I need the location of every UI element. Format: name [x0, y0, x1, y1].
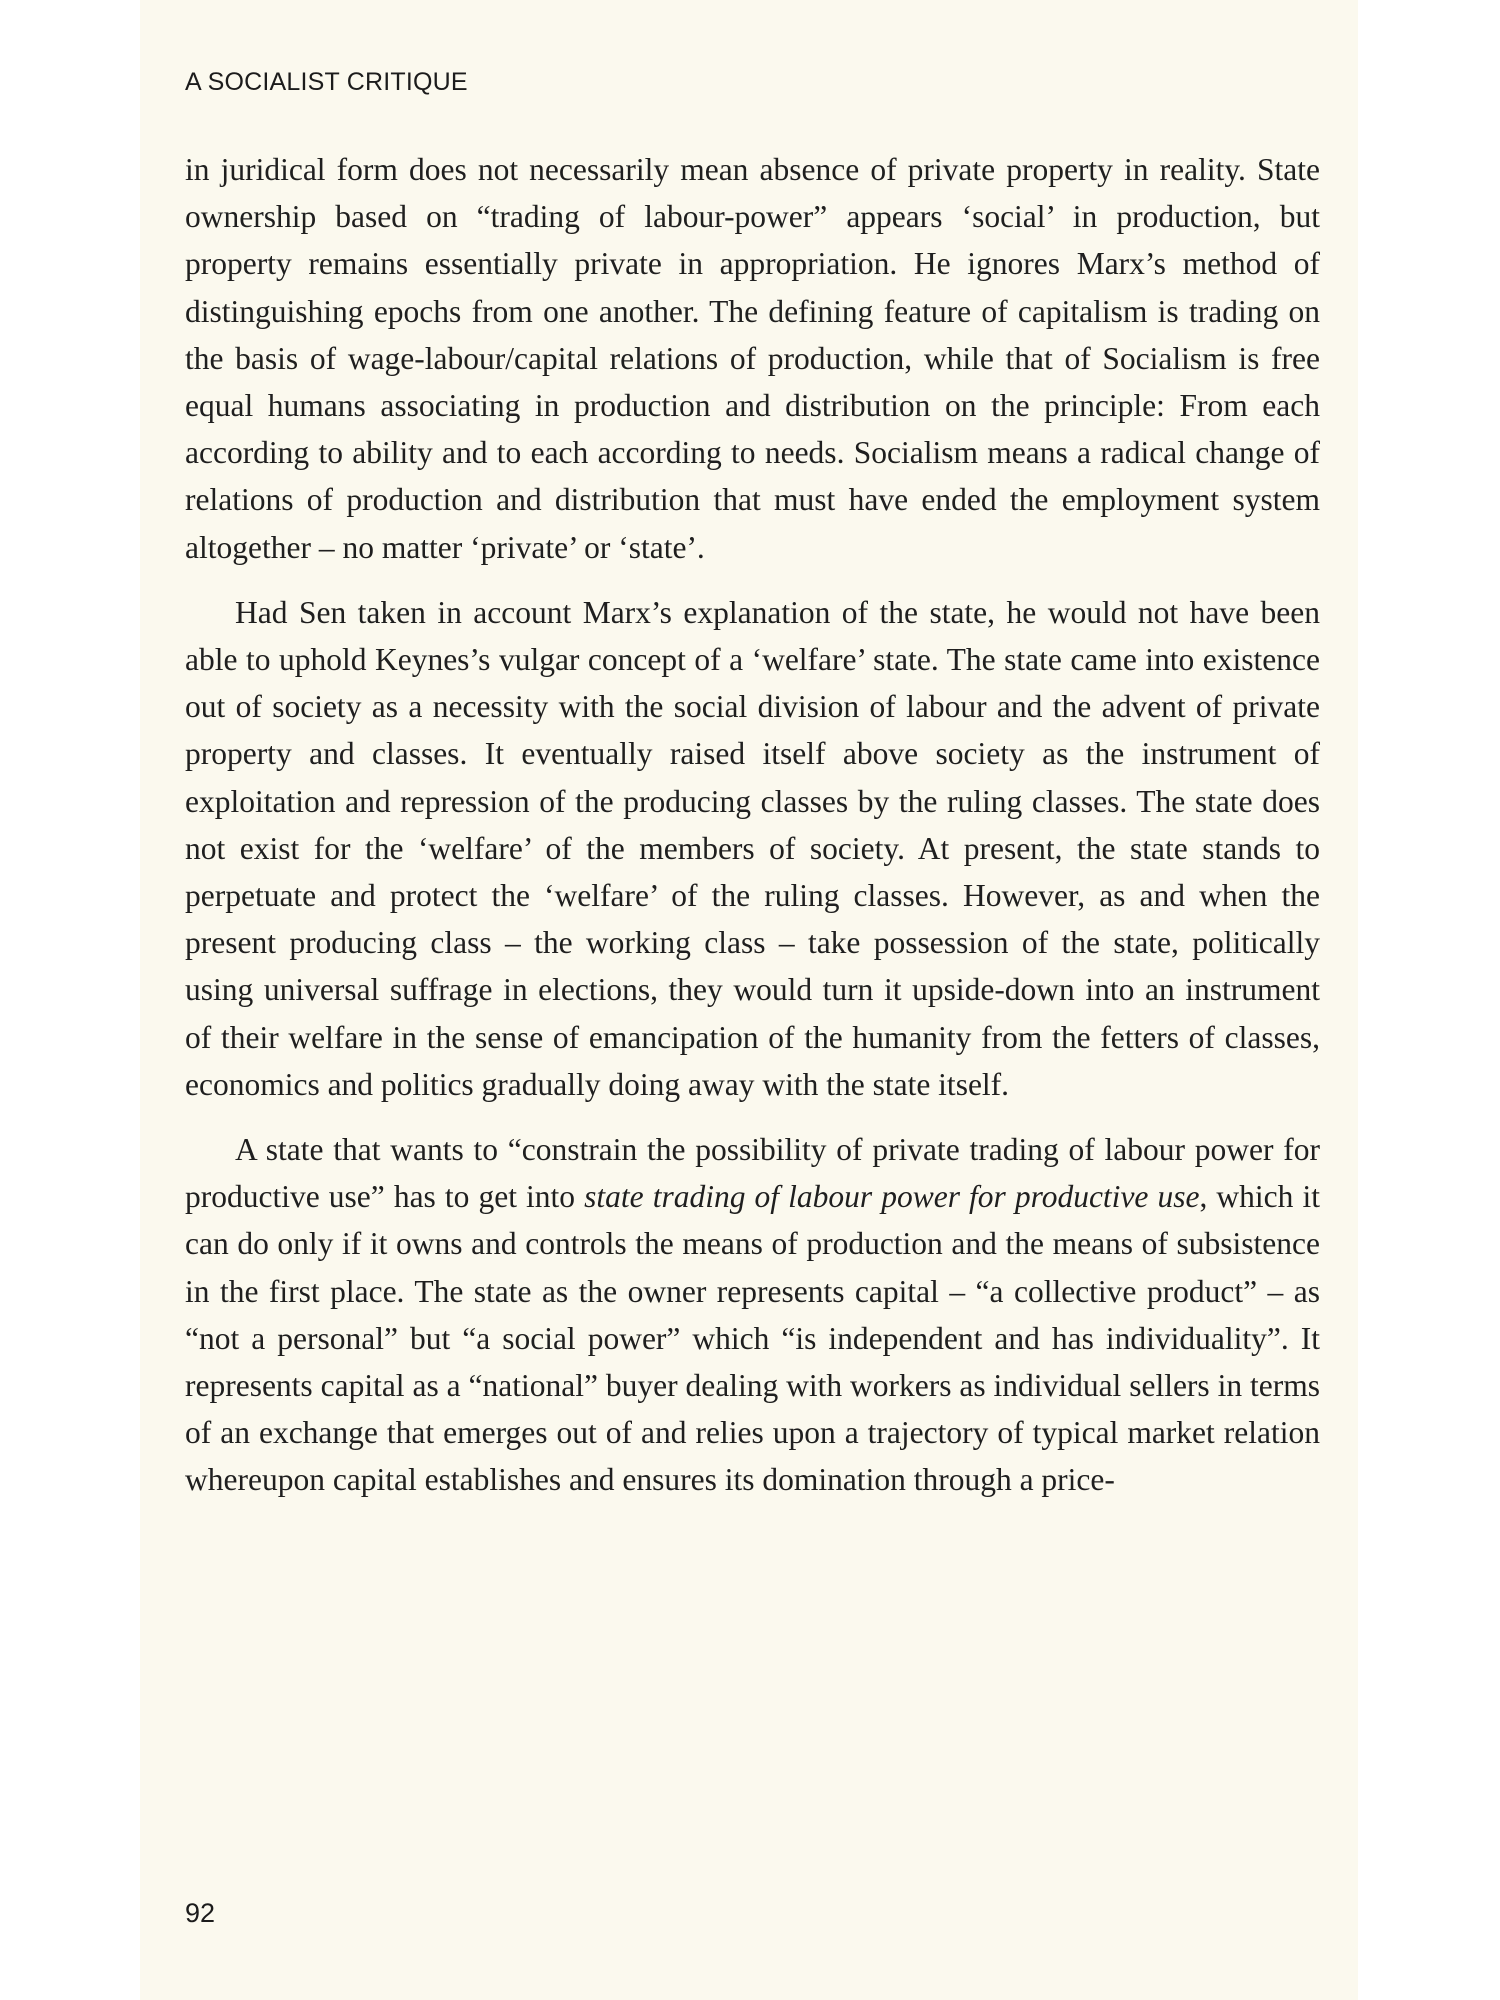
running-head: A SOCIALIST CRITIQUE	[185, 68, 468, 96]
paragraph-3-text-before: A state that wants to “constrain the possibility of private trading of labour power for productive use” has to get into	[185, 1132, 1320, 1215]
book-page	[140, 0, 1358, 2000]
body-text	[185, 146, 1320, 1504]
paragraph-3-italic: state trading of labour power for productive use	[584, 1179, 1200, 1215]
paragraph-3	[185, 1126, 1320, 1504]
paragraph-1: in juridical form does not necessarily mean absence of private property in reality. State ownership based on “trading of labour-power” appears ‘social’ in production, but property remains essentially private in appropriation. He ignores Marx’s method of distinguishing epochs from one another. The defining feature of capitalism is trading on the basis of wage-labour/capital relations of production, while that of Socialism is free equal humans associating in production and distribution on the principle: From each according to ability and to each according to needs. Socialism means a radical change of relations of production and distribution that must have ended the employment system altogether – no matter ‘private’ or ‘state’.	[185, 152, 1320, 565]
paragraph-3-text-after: , which it can do only if it owns and controls the means of production and the means of subsistence in the first place. The state as the owner represents capital – “a collective product” – as “not a personal” but “a social power” which “is independent and has individuality”. It represents capital as a “national” buyer dealing with workers as individual sellers in terms of an exchange that emerges out of and relies upon a trajectory of typical market relation whereupon capital establishes and ensures its domination through a price-	[185, 1179, 1320, 1498]
paragraph-2: Had Sen taken in account Marx’s explanation of the state, he would not have been able to uphold Keynes’s vulgar concept of a ‘welfare’ state. The state came into existence out of society as a necessity with the social division of labour and the advent of private property and classes. It eventually raised itself above society as the instrument of exploitation and repression of the producing classes by the ruling classes. The state does not exist for the ‘welfare’ of the members of society. At present, the state stands to perpetuate and protect the ‘welfare’ of the ruling classes. However, as and when the present producing class – the working class – take possession of the state, politically using universal suffrage in elections, they would turn it upside-down into an instrument of their welfare in the sense of emancipation of the humanity from the fetters of classes, economics and politics gradually doing away with the state itself.	[185, 594, 1320, 1102]
page-number: 92	[185, 1898, 216, 1928]
